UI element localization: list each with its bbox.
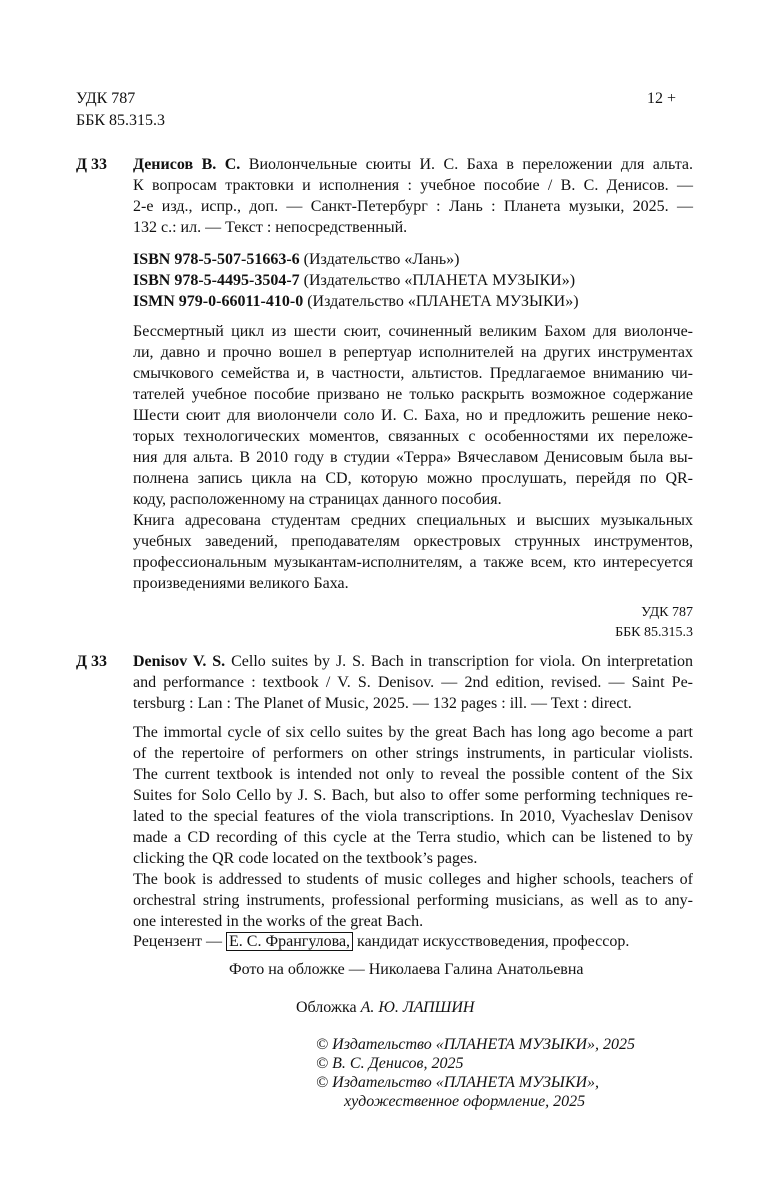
- abstract-ru-p2: [133, 510, 693, 594]
- copyright-block: [316, 1035, 635, 1111]
- reviewer-label: Рецензент —: [133, 933, 222, 950]
- abstract-line: of the repertoire of performers on other strings instruments, in particular violists.: [133, 745, 693, 762]
- abstract-line: made a CD recording of this cycle at the Terra studio, which can be listened to by: [133, 829, 693, 846]
- abstract-line: ли, давно и прочно вошел в репертуар исполнителей на других инструментах: [133, 344, 693, 361]
- header-bbk: ББК 85.315.3: [76, 112, 166, 129]
- ismn-line: ISMN 979-0-66011-410-0 (Издательство «ПЛАНЕТА МУЗЫКИ»): [133, 293, 579, 310]
- classification-ru: [615, 603, 693, 643]
- abstract-line: lated to the special features of the viola transcriptions. In 2010, Vyacheslav Denisov: [133, 808, 693, 825]
- cover-design-credit: [296, 997, 474, 1018]
- bibliographic-description-en: [133, 651, 693, 714]
- reviewer-name: Е. С. Франгулова,: [226, 932, 353, 951]
- abstract-line: The immortal cycle of six cello suites by the great Bach has long ago become a part: [133, 724, 693, 741]
- abstract-line: one interested in the works of the great Bach.: [133, 913, 424, 930]
- author-en: Denisov V. S.: [133, 653, 226, 670]
- desc-line: and performance : textbook / V. S. Denisov. — 2nd edition, revised. — Saint Pe-: [133, 674, 693, 691]
- header-udk: УДК 787: [76, 90, 136, 107]
- copyright-line: художественное оформление, 2025: [344, 1093, 586, 1110]
- isbn-line: ISBN 978-5-4495-3504-7 (Издательство «ПЛАНЕТА МУЗЫКИ»): [133, 272, 576, 289]
- age-rating: 12 +: [647, 90, 677, 107]
- udk: УДК 787: [641, 605, 693, 620]
- copyright-line: © В. С. Денисов, 2025: [316, 1055, 464, 1072]
- desc-line: tersburg : Lan : The Planet of Music, 2025. — 132 pages : ill. — Text : direct.: [133, 695, 632, 712]
- abstract-line: Suites for Solo Cello by J. S. Bach, but also to offer some performing techniques re-: [133, 787, 693, 804]
- cover-label: Обложка: [296, 999, 357, 1016]
- abstract-line: The book is addressed to students of music colleges and higher schools, teachers of: [133, 871, 693, 888]
- desc-line: К вопросам трактовки и исполнения : учебное пособие / В. С. Денисов. —: [133, 177, 693, 194]
- bibliographic-description-ru: [133, 154, 693, 238]
- reviewer-title: кандидат искусствоведения, профессор.: [357, 933, 630, 950]
- isbn-line: ISBN 978-5-507-51663-6 (Издательство «Лань»): [133, 251, 460, 268]
- abstract-line: торых технологических моментов, связанных с особенностями их переложе-: [133, 428, 693, 445]
- abstract-line: учебных заведений, преподавателям оркестровых струнных инструментов,: [133, 533, 693, 550]
- abstract-line: коду, расположенному на страницах данного пособия.: [133, 491, 502, 508]
- cover-photo-credit: Фото на обложке — Николаева Галина Анатольевна: [229, 961, 584, 978]
- catalog-code-ru: Д 33: [76, 156, 108, 173]
- desc-line: 2-е изд., испр., доп. — Санкт-Петербург : Лань : Планета музыки, 2025. —: [133, 198, 693, 215]
- copyright-line: © Издательство «ПЛАНЕТА МУЗЫКИ», 2025: [316, 1036, 636, 1053]
- desc-line: Виолончельные сюиты И. С. Баха в переложении для альта.: [248, 156, 694, 173]
- abstract-line: ния для альта. В 2010 году в студии «Терра» Вячеславом Денисовым была вы-: [133, 449, 693, 466]
- copyright-line: © Издательство «ПЛАНЕТА МУЗЫКИ»,: [316, 1074, 600, 1091]
- abstract-line: полнена запись цикла на CD, которую можно прослушать, перейдя по QR-: [133, 470, 693, 487]
- abstract-line: произведениями великого Баха.: [133, 575, 349, 592]
- abstract-line: профессиональным музыкантам-исполнителям, а также всем, кто интересуется: [133, 554, 693, 571]
- author-ru: Денисов В. С.: [133, 156, 241, 173]
- desc-line: Cello suites by J. S. Bach in transcription for viola. On interpretation: [231, 653, 694, 670]
- abstract-line: Шести сюит для виолончели соло И. С. Баха, но и предложить решение неко-: [133, 407, 693, 424]
- cover-designer: А. Ю. ЛАПШИН: [360, 999, 475, 1016]
- abstract-line: смычкового семейства и, в частности, альтистов. Предлагаемое вниманию чи-: [133, 365, 693, 382]
- abstract-line: тателей учебное пособие призвано не только раскрыть возможное содержание: [133, 386, 693, 403]
- abstract-ru-p1: [133, 321, 693, 510]
- abstract-line: The current textbook is intended not only to reveal the possible content of the Six: [133, 766, 693, 783]
- reviewer-line: [133, 931, 629, 952]
- isbn-list: [133, 249, 579, 312]
- abstract-en-p2: [133, 869, 693, 932]
- desc-line: 132 с.: ил. — Текст : непосредственный.: [133, 219, 408, 236]
- catalog-code-en: Д 33: [76, 653, 108, 670]
- abstract-line: orchestral string instruments, professional performing musicians, as well as to any-: [133, 892, 693, 909]
- abstract-line: Бессмертный цикл из шести сюит, сочиненный великим Бахом для виолонче-: [133, 323, 693, 340]
- abstract-line: clicking the QR code located on the textbook’s pages.: [133, 850, 478, 867]
- abstract-line: Книга адресована студентам средних специальных и высших музыкальных: [133, 512, 693, 529]
- abstract-en-p1: [133, 722, 693, 869]
- bbk: ББК 85.315.3: [615, 625, 693, 640]
